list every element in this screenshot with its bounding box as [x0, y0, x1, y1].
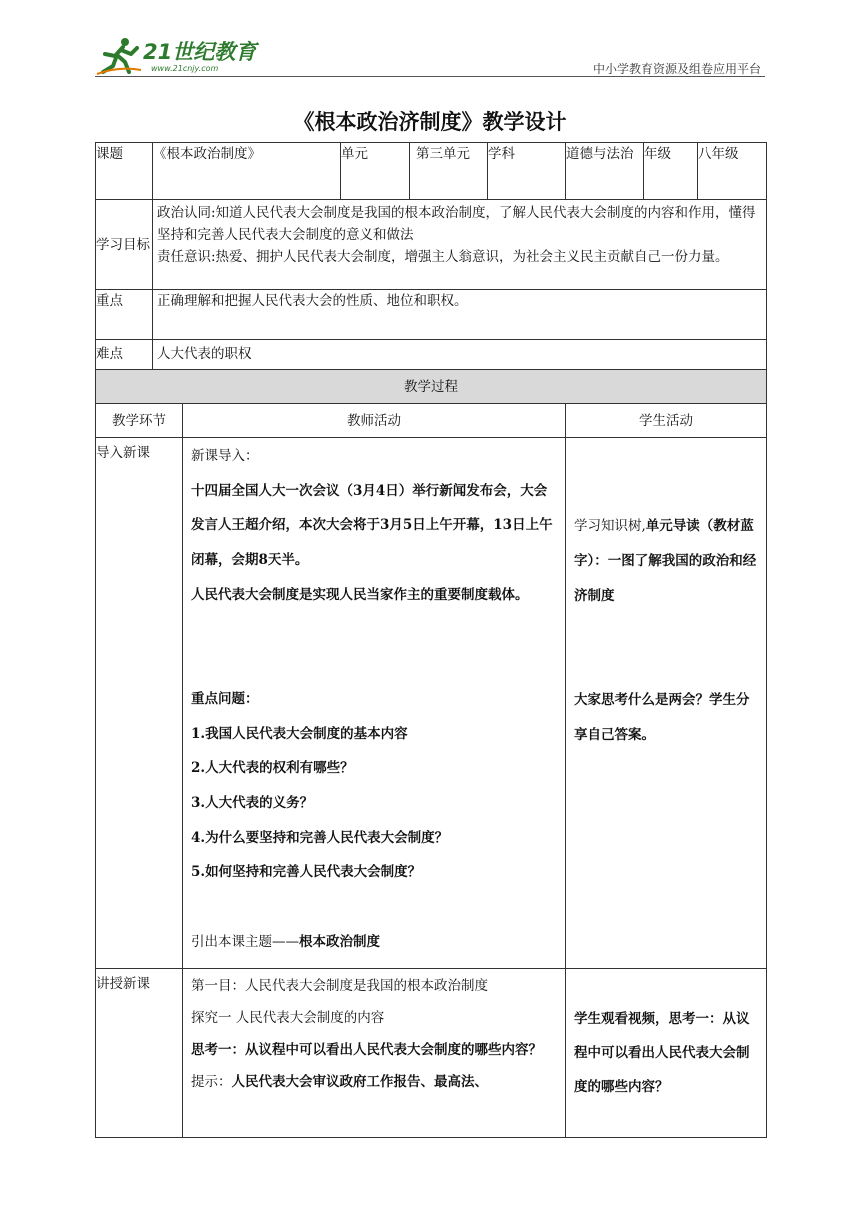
goals-row [96, 200, 767, 290]
process-header-row [96, 404, 767, 438]
key-point-label: 重点 [96, 290, 153, 340]
difficulty-row [96, 340, 767, 370]
logo [95, 36, 265, 76]
key-point-row [96, 290, 767, 340]
intro-student [566, 438, 767, 969]
process-title: 教学过程 [96, 370, 767, 404]
unit-guide: 单元导读（教材蓝字）：一图了解我国的政治和经济制度 [574, 518, 757, 604]
spacer [191, 647, 557, 682]
watch-video: 学生观看视频，思考一：从议程中可以看出人民代表大会制度的哪些内容？ [574, 1011, 750, 1095]
key-point-value: 正确理解和把握人民代表大会的性质、地位和职权。 [153, 290, 767, 340]
hint-prefix: 提示： [191, 1074, 232, 1090]
lesson-plan-table [95, 142, 767, 1138]
unit-value: 第三单元 [410, 143, 488, 200]
logo-url: www.21cnjy.com [151, 64, 219, 73]
col-stage: 教学环节 [96, 404, 183, 438]
intro-stage: 导入新课 [96, 438, 183, 969]
info-row [96, 143, 767, 200]
runner-logo-icon [95, 36, 143, 76]
page-header [95, 32, 765, 80]
key-question-2: 2.人大代表的权利有哪些？ [191, 760, 354, 777]
goal-responsibility: 责任意识:热爱、拥护人民代表大会制度，增强主人翁意识，为社会主义民主贡献自己一份力量。 [157, 249, 729, 265]
course-value: 《根本政治制度》 [153, 143, 341, 200]
spacer [574, 438, 758, 473]
lecture-student [566, 969, 767, 1138]
difficulty-label: 难点 [96, 340, 153, 370]
col-student: 学生活动 [566, 404, 767, 438]
key-question-4: 4.为什么要坚持和完善人民代表大会制度？ [191, 829, 449, 846]
key-questions-heading: 重点问题： [191, 690, 259, 707]
key-question-3: 3.人大代表的义务？ [191, 795, 314, 812]
spacer [191, 890, 557, 925]
think-two-sessions: 大家思考什么是两会？学生分享自己答案。 [574, 691, 750, 743]
intro-row [96, 438, 767, 969]
subject-label: 学科 [488, 143, 566, 200]
platform-name: 中小学教育资源及组卷应用平台 [592, 62, 761, 76]
goals-content [153, 200, 767, 290]
page-title: 《根本政治济制度》教学设计 [293, 109, 567, 134]
course-label: 课题 [96, 143, 153, 200]
difficulty-value: 人大代表的职权 [153, 340, 767, 370]
logo-text: 21世纪教育 [143, 40, 257, 64]
lecture-item-1: 第一目：人民代表大会制度是我国的根本政治制度 [191, 978, 488, 994]
lecture-stage: 讲授新课 [96, 969, 183, 1138]
knowledge-tree-prefix: 学习知识树, [574, 518, 646, 535]
explore-one: 探究一 人民代表大会制度的内容 [191, 1010, 385, 1026]
think-one: 思考一：从议程中可以看出人民代表大会制度的哪些内容？ [191, 1042, 542, 1058]
lead-topic [191, 925, 557, 960]
spacer [574, 473, 758, 508]
knowledge-tree [574, 507, 758, 613]
lead-topic-name: 根本政治制度 [299, 933, 380, 950]
subject-value: 道德与法治 [566, 143, 644, 200]
lecture-teacher [183, 969, 566, 1138]
grade-value: 八年级 [698, 143, 767, 200]
key-question-1: 1.我国人民代表大会制度的基本内容 [191, 725, 408, 742]
lecture-row [96, 969, 767, 1138]
intro-teacher [183, 438, 566, 969]
goals-label: 学习目标 [96, 200, 153, 290]
grade-label: 年级 [644, 143, 698, 200]
process-title-row [96, 370, 767, 404]
spacer [574, 648, 758, 683]
header-divider [95, 76, 765, 77]
hint [191, 1066, 557, 1098]
hint-text: 人民代表大会审议政府工作报告、最高法、 [231, 1074, 488, 1090]
goal-political: 政治认同:知道人民代表大会制度是我国的根本政治制度，了解人民代表大会制度的内容和作用，懂得坚持和完善人民代表大会制度的意义和做法 [157, 205, 756, 243]
unit-label: 单元 [341, 143, 410, 200]
intro-news: 十四届全国人大一次会议（3月4日）举行新闻发布会，大会发言人王超介绍，本次大会将于3月5日上午开幕，13日上午闭幕，会期8天半。 [191, 482, 553, 569]
key-question-5: 5.如何坚持和完善人民代表大会制度？ [191, 864, 422, 881]
col-teacher: 教师活动 [183, 404, 566, 438]
lead-prefix: 引出本课主题—— [191, 933, 299, 950]
spacer [574, 614, 758, 649]
spacer [191, 613, 557, 648]
intro-carrier: 人民代表大会制度是实现人民当家作主的重要制度载体。 [191, 586, 529, 603]
intro-heading: 新课导入： [191, 448, 259, 464]
